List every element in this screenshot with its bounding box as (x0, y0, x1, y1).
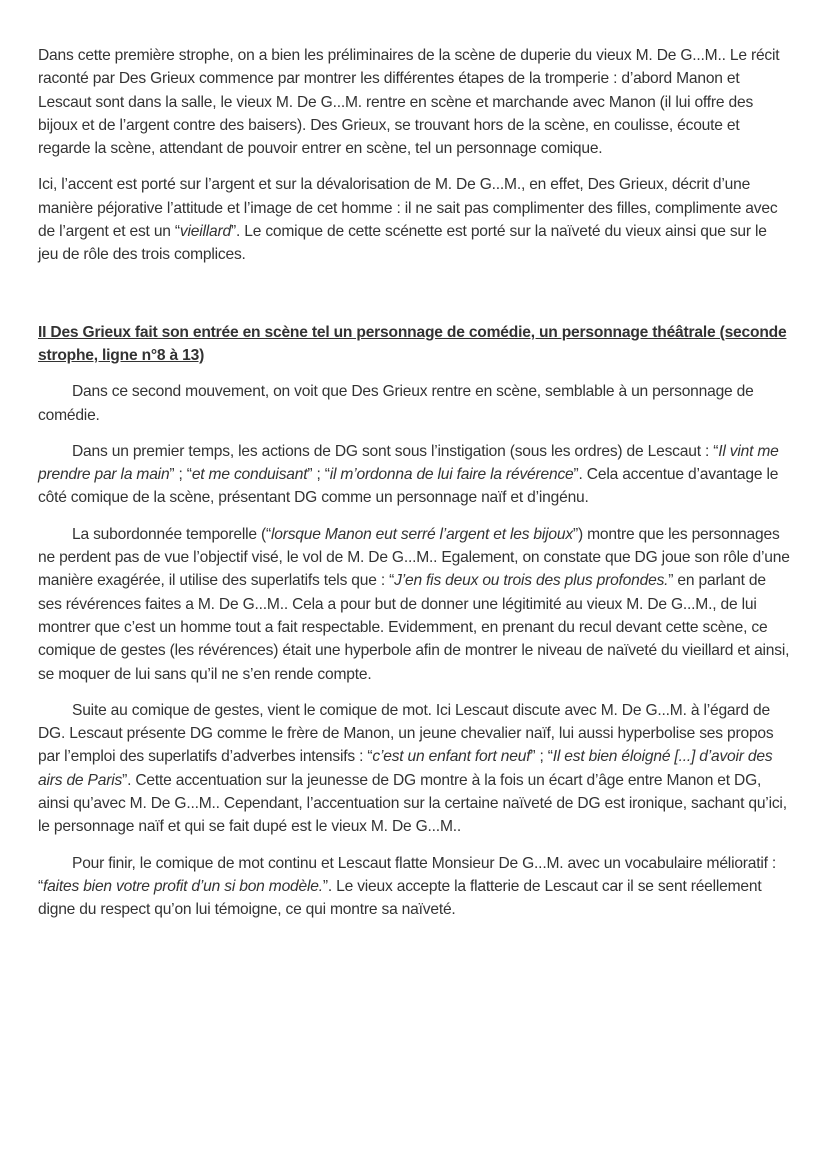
text-segment: ” ; “ (169, 466, 192, 484)
quotation: Il vint me prendre par la main (38, 442, 779, 484)
quotation: il m’ordonna de lui faire la révérence (329, 466, 574, 484)
text-segment: Suite au comique de gestes, vient le comique de mot. Ici Lescaut discute avec M. De G...M. à l’égard de DG. Lescaut présente DG comme le frère de Manon, un jeune chevalier naïf, lui aussi hyperbolise ses propos par l’emploi des superlatifs d’adverbes intensifs : “ (38, 701, 774, 766)
section-heading (38, 321, 790, 368)
quotation: J’en fis deux ou trois des plus profondes. (394, 572, 669, 590)
quotation: vieillard (179, 223, 231, 241)
text-segment: ”. Cette accentuation sur la jeunesse de DG montre à la fois un écart d’âge entre Manon et DG, ainsi qu’avec M. De G...M.. Cependant, l’accentuation sur la certaine naïveté de DG est ironique, sachant qu’ici, le personnage naïf et qui se fait dupé est le vieux M. De G...M.. (38, 771, 787, 836)
paragraph (38, 173, 790, 266)
paragraph (38, 380, 790, 427)
text-segment: ”. Le comique de cette scénette est porté sur la naïveté du vieux ainsi que sur le jeu de rôle des trois complices. (38, 223, 767, 264)
paragraph (38, 44, 790, 160)
text-segment: ” ; “ (530, 748, 553, 766)
quotation: lorsque Manon eut serré l’argent et les bijoux (270, 525, 573, 543)
document-page (38, 44, 790, 935)
text-segment: Dans cette première strophe, on a bien les préliminaires de la scène de duperie du vieux M. De G...M.. Le récit raconté par Des Grieux commence par montrer les différentes étapes de la tromperie : d’abord Manon et Lescaut sont dans la salle, le vieux M. De G...M. rentre en scène et marchande avec Manon (il lui offre des bijoux et de l’argent contre des baisers). Des Grieux, se trouvant hors de la scène, en coulisse, écoute et regarde la scène, attendant de pouvoir entrer en scène, tel un personnage comique. (38, 47, 780, 158)
paragraph (38, 852, 790, 922)
paragraph (38, 699, 790, 839)
text-segment: ”. Cela accentue d’avantage le côté comique de la scène, présentant DG comme un personnage naïf et d’ingénu. (38, 466, 779, 507)
text-segment: Pour finir, le comique de mot continu et Lescaut flatte Monsieur De G...M. avec un vocabulaire mélioratif : “ (38, 854, 777, 895)
text-segment: Dans un premier temps, les actions de DG sont sous l’instigation (sous les ordres) de Lescaut : “ (72, 442, 719, 460)
text-segment: Dans ce second mouvement, on voit que Des Grieux rentre en scène, semblable à un personnage de comédie. (38, 383, 754, 424)
paragraph (38, 523, 790, 686)
quotation: c’est un enfant fort neuf (372, 748, 531, 766)
text-segment: La subordonnée temporelle (“ (72, 525, 271, 543)
quotation: faites bien votre profit d’un si bon modèle. (43, 877, 323, 895)
paragraph (38, 440, 790, 510)
quotation: et me conduisant (191, 466, 308, 484)
quotation: Il est bien éloigné [...] d’avoir des airs de Paris (38, 748, 773, 789)
text-segment: ”. Le vieux accepte la flatterie de Lescaut car il se sent réellement digne du respect qu’on lui témoigne, ce qui montre sa naïveté. (38, 877, 762, 919)
text-segment: ” en parlant de ses révérences faites a M. De G...M.. Cela a pour but de donner une légitimité au vieux M. De G...M., de lui montrer que c’est un homme tout a fait respectable. Evidemment, en prenant du recul devant cette scène, ce comique de gestes (les révérences) était une hyperbole afin de montrer le niveau de naïveté du vieillard et ainsi, se moquer de lui sans qu’il ne s’en rende compte. (38, 572, 790, 683)
text-segment: Ici, l’accent est porté sur l’argent et sur la dévalorisation de M. De G...M., en effet, Des Grieux, décrit d’une manière péjorative l’attitude et l’image de cet homme : il ne sait pas complimenter des filles, complimente avec de l’argent et est un “ (38, 176, 778, 241)
text-segment: ” ; “ (307, 466, 330, 484)
text-segment: II Des Grieux fait son entrée en scène tel un personnage de comédie, un personnage théâtrale (seconde strophe, ligne n°8 à 13) (38, 323, 787, 364)
text-segment: ”) montre que les personnages ne perdent pas de vue l’objectif visé, le vol de M. De G...M.. Egalement, on constate que DG joue son rôle d’une manière exagérée, il utilise des superlatifs tels que : “ (38, 525, 790, 590)
